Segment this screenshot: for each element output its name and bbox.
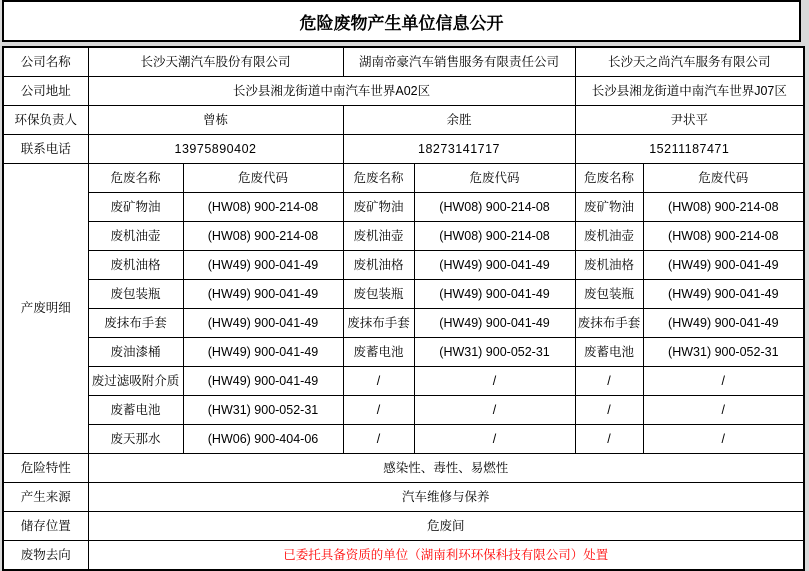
waste-code-cell: / (414, 396, 575, 425)
waste-name-cell: 废机油壶 (88, 222, 183, 251)
waste-name-cell: / (343, 396, 414, 425)
label-hazard-traits: 危险特性 (3, 454, 88, 483)
waste-code-cell: (HW06) 900-404-06 (183, 425, 343, 454)
waste-code-cell: (HW08) 900-214-08 (414, 222, 575, 251)
label-destination: 废物去向 (3, 541, 88, 571)
waste-name-cell: 废包装瓶 (343, 280, 414, 309)
waste-code-cell: (HW49) 900-041-49 (183, 309, 343, 338)
waste-name-cell: 废油漆桶 (88, 338, 183, 367)
waste-code-cell: (HW49) 900-041-49 (414, 280, 575, 309)
subheader-waste-code-2: 危废代码 (414, 164, 575, 193)
waste-name-cell: 废机油格 (575, 251, 643, 280)
waste-code-cell: (HW49) 900-041-49 (414, 309, 575, 338)
phone-company-3: 15211187471 (575, 135, 804, 164)
waste-row-4 (3, 280, 804, 309)
label-phone: 联系电话 (3, 135, 88, 164)
waste-code-cell: (HW49) 900-041-49 (643, 280, 804, 309)
waste-name-cell: 废过滤吸附介质 (88, 367, 183, 396)
address-company-1-2: 长沙县湘龙街道中南汽车世界A02区 (88, 77, 575, 106)
waste-name-cell: 废矿物油 (88, 193, 183, 222)
row-phone (3, 135, 804, 164)
waste-name-cell: 废机油壶 (575, 222, 643, 251)
waste-code-cell: (HW08) 900-214-08 (183, 222, 343, 251)
waste-code-cell: (HW49) 900-041-49 (414, 251, 575, 280)
waste-name-cell: 废抹布手套 (343, 309, 414, 338)
waste-name-cell: / (343, 367, 414, 396)
waste-code-cell: (HW49) 900-041-49 (183, 280, 343, 309)
waste-row-6 (3, 338, 804, 367)
waste-row-8 (3, 396, 804, 425)
subheader-waste-name-1: 危废名称 (88, 164, 183, 193)
waste-code-cell: (HW08) 900-214-08 (643, 222, 804, 251)
row-waste-subheader (3, 164, 804, 193)
label-env-manager: 环保负责人 (3, 106, 88, 135)
waste-row-3 (3, 251, 804, 280)
waste-code-cell: (HW31) 900-052-31 (183, 396, 343, 425)
row-hazard-traits (3, 454, 804, 483)
waste-name-cell: 废天那水 (88, 425, 183, 454)
waste-code-cell: (HW31) 900-052-31 (643, 338, 804, 367)
subheader-waste-code-3: 危废代码 (643, 164, 804, 193)
row-destination (3, 541, 804, 571)
disclosure-table (2, 46, 805, 571)
subheader-waste-name-3: 危废名称 (575, 164, 643, 193)
waste-code-cell: (HW49) 900-041-49 (643, 309, 804, 338)
waste-code-cell: (HW49) 900-041-49 (183, 338, 343, 367)
phone-company-1: 13975890402 (88, 135, 343, 164)
waste-code-cell: (HW49) 900-041-49 (643, 251, 804, 280)
row-company-address (3, 77, 804, 106)
waste-row-5 (3, 309, 804, 338)
waste-code-cell: (HW49) 900-041-49 (183, 367, 343, 396)
row-source (3, 483, 804, 512)
source-value: 汽车维修与保养 (88, 483, 804, 512)
waste-name-cell: 废蓄电池 (88, 396, 183, 425)
row-company-name (3, 47, 804, 77)
waste-code-cell: (HW31) 900-052-31 (414, 338, 575, 367)
waste-name-cell: / (575, 396, 643, 425)
page-title: 危险废物产生单位信息公开 (2, 0, 801, 42)
waste-name-cell: 废机油格 (343, 251, 414, 280)
label-company-name: 公司名称 (3, 47, 88, 77)
label-storage: 储存位置 (3, 512, 88, 541)
waste-code-cell: / (643, 396, 804, 425)
waste-name-cell: 废矿物油 (575, 193, 643, 222)
row-env-manager (3, 106, 804, 135)
waste-code-cell: / (414, 425, 575, 454)
waste-name-cell: 废抹布手套 (575, 309, 643, 338)
manager-company-2: 余胜 (343, 106, 575, 135)
row-storage (3, 512, 804, 541)
waste-name-cell: 废包装瓶 (575, 280, 643, 309)
waste-name-cell: 废包装瓶 (88, 280, 183, 309)
waste-name-cell: 废矿物油 (343, 193, 414, 222)
subheader-waste-name-2: 危废名称 (343, 164, 414, 193)
manager-company-1: 曾栋 (88, 106, 343, 135)
waste-row-2 (3, 222, 804, 251)
waste-row-9 (3, 425, 804, 454)
storage-value: 危废间 (88, 512, 804, 541)
waste-code-cell: (HW08) 900-214-08 (643, 193, 804, 222)
waste-name-cell: 废蓄电池 (575, 338, 643, 367)
waste-name-cell: / (343, 425, 414, 454)
label-company-address: 公司地址 (3, 77, 88, 106)
waste-code-cell: / (643, 367, 804, 396)
address-company-3: 长沙县湘龙街道中南汽车世界J07区 (575, 77, 804, 106)
hazard-traits-value: 感染性、毒性、易燃性 (88, 454, 804, 483)
company-2-name: 湖南帝豪汽车销售服务有限责任公司 (343, 47, 575, 77)
waste-row-7 (3, 367, 804, 396)
waste-name-cell: 废蓄电池 (343, 338, 414, 367)
waste-name-cell: 废抹布手套 (88, 309, 183, 338)
label-waste-detail: 产废明细 (3, 164, 88, 454)
waste-name-cell: 废机油格 (88, 251, 183, 280)
waste-row-1 (3, 193, 804, 222)
waste-name-cell: 废机油壶 (343, 222, 414, 251)
waste-name-cell: / (575, 367, 643, 396)
waste-code-cell: / (414, 367, 575, 396)
destination-value: 已委托具备资质的单位（湖南利环环保科技有限公司）处置 (88, 541, 804, 571)
manager-company-3: 尹状平 (575, 106, 804, 135)
waste-code-cell: (HW08) 900-214-08 (414, 193, 575, 222)
waste-code-cell: (HW49) 900-041-49 (183, 251, 343, 280)
waste-code-cell: (HW08) 900-214-08 (183, 193, 343, 222)
company-3-name: 长沙天之尚汽车服务有限公司 (575, 47, 804, 77)
label-source: 产生来源 (3, 483, 88, 512)
subheader-waste-code-1: 危废代码 (183, 164, 343, 193)
company-1-name: 长沙天潮汽车股份有限公司 (88, 47, 343, 77)
phone-company-2: 18273141717 (343, 135, 575, 164)
waste-code-cell: / (643, 425, 804, 454)
waste-name-cell: / (575, 425, 643, 454)
